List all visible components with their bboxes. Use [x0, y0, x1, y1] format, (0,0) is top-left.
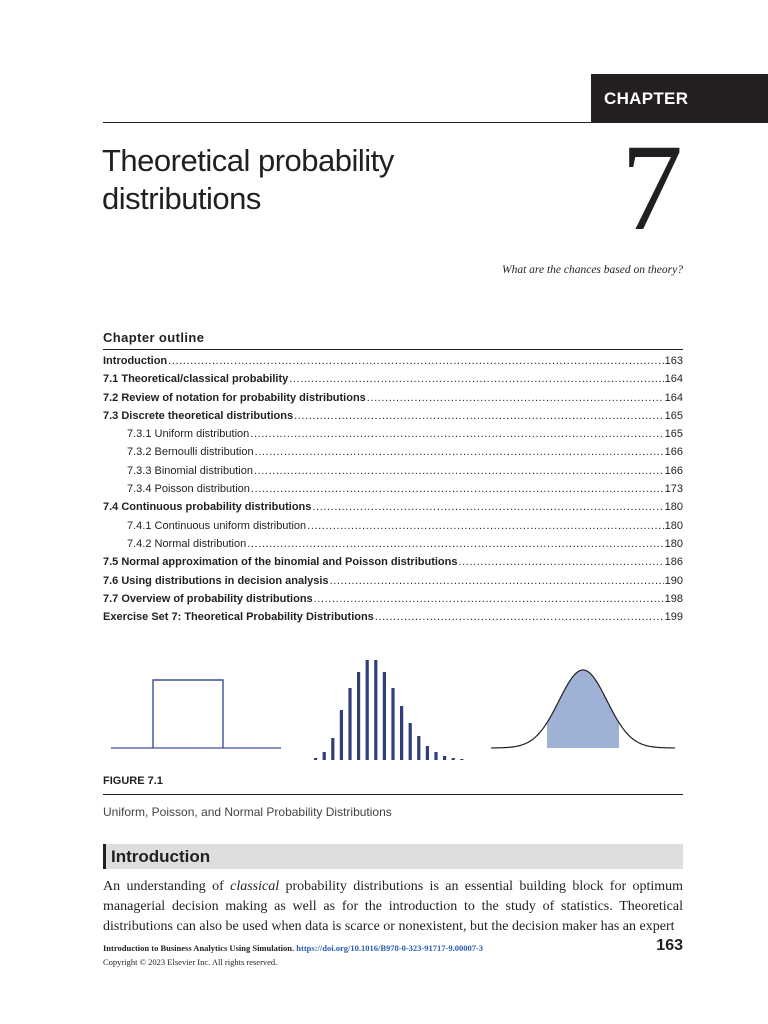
- chapter-epigraph: What are the chances based on theory?: [502, 264, 683, 276]
- outline-rule: [103, 349, 683, 350]
- outline-entry-label: 7.4.1 Continuous uniform distribution: [127, 519, 307, 532]
- paragraph-text-rest: probability distributions is an essential building block for optimum managerial decision making as well as for the introduction to the study of statistics. Theoretical distributions can also be used when data is scarce or nonexistent, but the decision maker has an expert: [103, 879, 683, 934]
- outline-entry[interactable]: [103, 575, 683, 593]
- chapter-outline-list: [103, 355, 683, 629]
- outline-entry[interactable]: [103, 556, 683, 574]
- outline-entry[interactable]: [103, 428, 683, 446]
- poisson-bar: [340, 710, 343, 760]
- poisson-bar: [426, 746, 429, 760]
- outline-entry-label: 7.4.2 Normal distribution: [127, 537, 247, 550]
- outline-entry[interactable]: [103, 520, 683, 538]
- outline-entry-label: 7.2 Review of notation for probability distributions: [103, 391, 366, 404]
- outline-entry-label: 7.3.1 Uniform distribution: [127, 428, 250, 441]
- footer-copyright: Copyright © 2023 Elsevier Inc. All rights reserved.: [103, 957, 278, 967]
- footer-book-title: Introduction to Business Analytics Using Simulation.: [103, 943, 295, 953]
- paragraph-text-start: An understanding of: [103, 879, 231, 894]
- poisson-bar: [443, 756, 446, 760]
- outline-entry[interactable]: [103, 611, 683, 629]
- outline-entry-label: 7.6 Using distributions in decision analysis: [103, 574, 329, 587]
- outline-dot-leader: [312, 501, 663, 513]
- poisson-bar: [409, 723, 412, 760]
- outline-entry-page: 198: [664, 592, 683, 605]
- outline-entry-page: 166: [664, 464, 683, 477]
- outline-dot-leader: [314, 593, 664, 605]
- outline-entry-label: 7.3.2 Bernoulli distribution: [127, 446, 254, 459]
- poisson-bar: [383, 672, 386, 760]
- outline-entry-page: 180: [664, 537, 683, 550]
- outline-entry-page: 173: [664, 483, 683, 496]
- figure-7-1: [103, 650, 683, 768]
- footer-doi-link[interactable]: https://doi.org/10.1016/B978-0-323-91717-9.00007-3: [296, 943, 484, 953]
- outline-dot-leader: [255, 446, 664, 458]
- poisson-bar: [357, 672, 360, 760]
- outline-entry-page: 163: [664, 355, 683, 367]
- outline-entry[interactable]: [103, 446, 683, 464]
- outline-entry[interactable]: [103, 355, 683, 373]
- outline-entry[interactable]: [103, 483, 683, 501]
- outline-entry-label: 7.3 Discrete theoretical distributions: [103, 409, 294, 422]
- outline-entry[interactable]: [103, 465, 683, 483]
- outline-entry[interactable]: [103, 593, 683, 611]
- figure-rule: [103, 794, 683, 795]
- outline-entry-label: 7.3.4 Poisson distribution: [127, 483, 250, 496]
- normal-distribution-plot: [491, 650, 675, 768]
- page-number: 163: [656, 937, 683, 954]
- outline-entry[interactable]: [103, 392, 683, 410]
- outline-entry-page: 166: [664, 446, 683, 459]
- outline-entry-page: 186: [664, 556, 683, 569]
- poisson-bar: [323, 752, 326, 760]
- poisson-bar: [314, 758, 317, 760]
- chapter-number: 7: [621, 119, 683, 256]
- figure-label: FIGURE 7.1: [103, 775, 163, 787]
- outline-entry-page: 164: [664, 391, 683, 404]
- outline-entry-page: 165: [664, 409, 683, 422]
- outline-entry-label: 7.7 Overview of probability distributions: [103, 592, 313, 605]
- outline-dot-leader: [294, 410, 664, 422]
- outline-dot-leader: [367, 392, 664, 404]
- poisson-bar: [391, 688, 394, 760]
- outline-entry[interactable]: [103, 410, 683, 428]
- outline-entry-page: 180: [664, 519, 683, 532]
- outline-dot-leader: [375, 611, 664, 623]
- outline-entry-label: 7.1 Theoretical/classical probability: [103, 373, 289, 386]
- outline-dot-leader: [247, 538, 663, 550]
- poisson-bar: [452, 758, 455, 760]
- poisson-distribution-plot: [308, 650, 478, 768]
- poisson-bar: [366, 660, 369, 760]
- chapter-title: Theoretical probability distributions: [102, 143, 394, 216]
- outline-entry[interactable]: [103, 373, 683, 391]
- poisson-bar: [331, 738, 334, 760]
- poisson-bar: [374, 660, 377, 760]
- outline-dot-leader: [307, 520, 663, 532]
- page-footer: [103, 941, 483, 969]
- outline-entry-label: Exercise Set 7: Theoretical Probability Distributions: [103, 611, 374, 624]
- outline-entry-label: 7.5 Normal approximation of the binomial and Poisson distributions: [103, 556, 458, 569]
- outline-entry-label: 7.4 Continuous probability distributions: [103, 501, 312, 514]
- outline-entry-label: Introduction: [103, 355, 168, 367]
- chapter-label: CHAPTER: [604, 88, 689, 108]
- outline-entry-page: 190: [664, 574, 683, 587]
- chapter-label-tab: [591, 74, 768, 123]
- normal-shaded-area: [547, 670, 619, 748]
- poisson-bar: [434, 752, 437, 760]
- section-heading-introduction: Introduction: [103, 844, 683, 869]
- figure-caption: Uniform, Poisson, and Normal Probability Distributions: [103, 805, 392, 819]
- poisson-bar: [400, 706, 403, 760]
- outline-dot-leader: [168, 355, 663, 367]
- outline-entry[interactable]: [103, 538, 683, 556]
- outline-dot-leader: [254, 465, 664, 477]
- outline-dot-leader: [289, 373, 663, 385]
- poisson-bar: [348, 688, 351, 760]
- outline-dot-leader: [330, 575, 664, 587]
- outline-entry-page: 164: [664, 373, 683, 386]
- outline-dot-leader: [458, 556, 663, 568]
- introduction-paragraph: [103, 877, 683, 937]
- uniform-distribution-plot: [111, 650, 281, 768]
- paragraph-emphasis: classical: [230, 879, 280, 894]
- poisson-bar: [417, 736, 420, 760]
- outline-entry-page: 180: [664, 501, 683, 514]
- poisson-bar: [460, 759, 463, 760]
- outline-heading: Chapter outline: [103, 330, 205, 345]
- outline-entry[interactable]: [103, 501, 683, 519]
- outline-entry-label: 7.3.3 Binomial distribution: [127, 464, 253, 477]
- outline-dot-leader: [250, 428, 663, 440]
- outline-entry-page: 165: [664, 428, 683, 441]
- outline-entry-page: 199: [664, 611, 683, 624]
- outline-dot-leader: [251, 483, 664, 495]
